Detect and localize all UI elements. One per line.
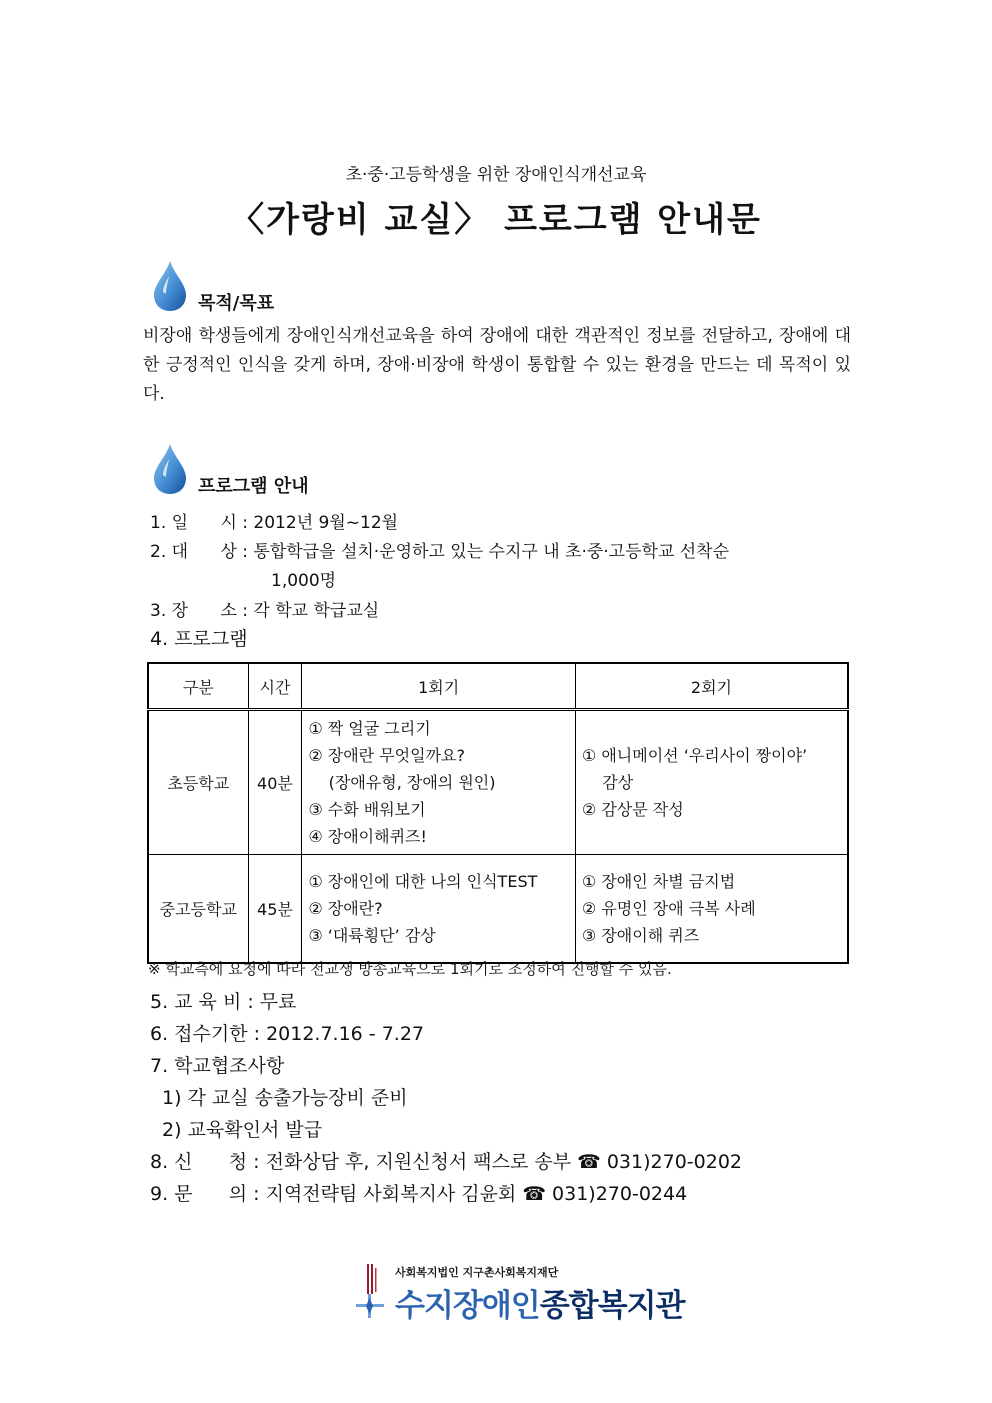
logo-center-name [395, 1280, 684, 1325]
header-time: 시간 [248, 663, 302, 710]
detail-cooperation-2: 2) 교육확인서 발급 [162, 1119, 323, 1141]
list-item: ④ 장애이해퀴즈! [308, 827, 427, 846]
row-session1 [302, 855, 576, 963]
table-note: ※ 학교측에 요청에 따라 전교생 방송교육으로 1회기로 조정하여 진행할 수 있음. [148, 960, 672, 978]
document-title [0, 192, 992, 241]
list-item: ① 애니메이션 ‘우리사이 짱이야’ [581, 746, 808, 765]
title-open-bracket: 〈 [230, 200, 267, 240]
water-drop-icon [152, 443, 188, 495]
row-session2 [575, 855, 848, 963]
detail-cooperation: 7. 학교협조사항 [150, 1055, 285, 1077]
detail-fee: 5. 교 육 비 : 무료 [150, 991, 297, 1013]
table-row [148, 855, 848, 963]
table-header-row [148, 663, 848, 710]
title-rest: 프로그램 안내문 [504, 200, 762, 240]
row-session1 [302, 710, 576, 855]
detail-application: 8. 신 청 : 전화상담 후, 지원신청서 팩스로 송부 ☎ 031)270-0202 [150, 1151, 742, 1173]
list-item: ③ ‘대륙횡단’ 감상 [308, 925, 436, 945]
header-session2: 2회기 [575, 663, 848, 710]
list-item: ① 장애인 차별 금지법 [581, 871, 736, 891]
row-session2 [575, 710, 848, 855]
program-heading: 프로그램 안내 [198, 476, 309, 497]
title-program-name: 가랑비 교실 [266, 200, 455, 240]
list-item: ② 장애란 무엇일까요? [308, 746, 465, 765]
detail-deadline: 6. 접수기한 : 2012.7.16 - 7.27 [150, 1023, 425, 1045]
detail-inquiry: 9. 문 의 : 지역전략팀 사회복지사 김윤회 ☎ 031)270-0244 [150, 1183, 688, 1205]
row-group: 중고등학교 [148, 855, 248, 963]
list-item: ② 장애란? [308, 898, 383, 918]
list-item: ① 짝 얼굴 그리기 [308, 719, 431, 738]
row-group: 초등학교 [148, 710, 248, 855]
header-session1: 1회기 [302, 663, 576, 710]
list-item: (장애유형, 장애의 원인) [308, 773, 496, 792]
list-item: ② 감상문 작성 [581, 800, 684, 819]
program-location: 3. 장 소 : 각 학교 학급교실 [150, 601, 380, 621]
welfare-center-logo-mark [350, 1262, 390, 1322]
header-category: 구분 [148, 663, 248, 710]
row-time: 45분 [248, 855, 302, 963]
title-close-bracket: 〉 [454, 200, 491, 240]
logo-foundation-name: 사회복지법인 지구촌사회복지재단 [395, 1266, 559, 1279]
list-item: ② 유명인 장애 극복 사례 [581, 898, 756, 918]
program-list-label: 4. 프로그램 [150, 628, 248, 650]
water-drop-icon [152, 260, 188, 312]
list-item: ③ 수화 배워보기 [308, 800, 426, 819]
list-item: ① 장애인에 대한 나의 인식TEST [308, 871, 538, 891]
logo-center-name-part1: 수지장애인 [395, 1288, 540, 1324]
program-target: 2. 대 상 : 통합학급을 설치·운영하고 있는 수지구 내 초·중·고등학교 선착순 [150, 542, 730, 562]
list-item: 감상 [581, 773, 634, 792]
purpose-body: 비장애 학생들에게 장애인식개선교육을 하여 장애에 대한 객관적인 정보를 전달하고, 장애에 대한 긍정적인 인식을 갖게 하며, 장애·비장애 학생이 통합할 수 있는 환경을 만드는 데 목적이 있다. [143, 326, 851, 404]
table-row [148, 710, 848, 855]
purpose-heading: 목적/목표 [198, 293, 275, 314]
program-date: 1. 일 시 : 2012년 9월~12월 [150, 513, 399, 533]
row-time: 40분 [248, 710, 302, 855]
program-target-count: 1,000명 [271, 571, 337, 591]
detail-cooperation-1: 1) 각 교실 송출가능장비 준비 [162, 1087, 408, 1109]
program-table [147, 662, 849, 964]
logo-center-name-part2: 종합복지관 [539, 1288, 685, 1324]
document-subtitle: 초·중·고등학생을 위한 장애인식개선교육 [345, 165, 647, 185]
list-item: ③ 장애이해 퀴즈 [581, 925, 700, 945]
